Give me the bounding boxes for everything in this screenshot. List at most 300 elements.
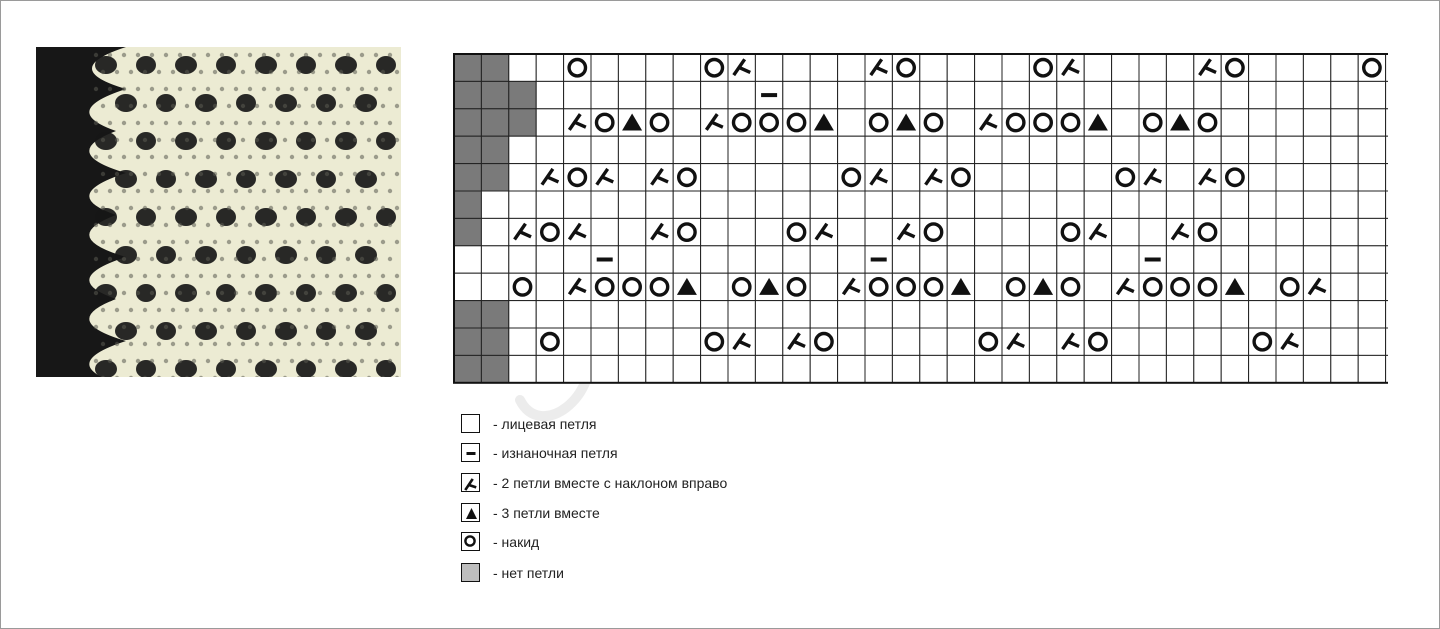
chart-cell-k2tog [1194,54,1221,81]
legend-item-purl [461,443,881,465]
legend-label-purl: - изнаночная петля [493,445,618,461]
chart-cell-no-stitch [454,54,481,81]
chart-cell-knit [509,246,536,273]
chart-cell-knit [810,81,837,108]
chart-cell-k2tog [728,328,755,355]
chart-cell-yarn-over [1029,54,1056,81]
chart-cell-knit [1002,218,1029,245]
chart-cell-k2tog [1112,273,1139,300]
chart-cell-knit [892,301,919,328]
chart-cell-knit [838,301,865,328]
chart-cell-yarn-over [1194,109,1221,136]
chart-cell-knit [1139,301,1166,328]
chart-cell-knit [646,191,673,218]
chart-cell-knit [838,218,865,245]
chart-cell-knit [618,355,645,382]
chart-cell-no-stitch [454,301,481,328]
chart-cell-k2tog [1386,54,1388,81]
chart-cell-knit [920,136,947,163]
chart-cell-knit [810,355,837,382]
chart-cell-purl [755,81,782,108]
chart-cell-knit [975,81,1002,108]
chart-cell-knit [1166,164,1193,191]
chart-cell-knit [920,54,947,81]
chart-cell-knit [783,191,810,218]
chart-cell-knit [1249,54,1276,81]
chart-cell-knit [1002,191,1029,218]
chart-cell-k2tog [1002,328,1029,355]
chart-cell-knit [1112,81,1139,108]
chart-cell-yarn-over [783,109,810,136]
chart-cell-knit [509,328,536,355]
chart-cell-yarn-over [536,328,563,355]
chart-cell-knit [618,218,645,245]
chart-cell-yarn-over [564,164,591,191]
chart-cell-knit [1139,136,1166,163]
chart-cell-knit [1386,301,1388,328]
chart-cell-knit [1084,81,1111,108]
chart-cell-knit [947,246,974,273]
chart-cell-knit [1139,355,1166,382]
chart-cell-yarn-over [892,273,919,300]
chart-cell-knit [1331,81,1358,108]
chart-cell-yarn-over [1057,109,1084,136]
chart-cell-knit [865,81,892,108]
chart-cell-k2tog [810,218,837,245]
chart-cell-knit [1139,328,1166,355]
chart-cell-knit [1358,246,1385,273]
chart-cell-knit [536,81,563,108]
chart-cell-knit [1249,191,1276,218]
chart-cell-yarn-over [947,164,974,191]
chart-cell-knit [1166,54,1193,81]
chart-cell-knit [618,328,645,355]
chart-cell-knit [1057,81,1084,108]
chart-cell-knit [646,246,673,273]
chart-cell-knit [701,218,728,245]
chart-cell-knit [536,136,563,163]
chart-cell-knit [728,164,755,191]
chart-cell-knit [1029,246,1056,273]
chart-cell-knit [810,164,837,191]
chart-cell-knit [783,355,810,382]
chart-cell-no-stitch [481,136,508,163]
chart-cell-knit [1002,81,1029,108]
chart-cell-yarn-over [755,109,782,136]
chart-cell-knit [865,136,892,163]
chart-cell-knit [975,136,1002,163]
chart-cell-k2tog [564,109,591,136]
chart-cell-knit [1221,136,1248,163]
chart-cell-yarn-over [1002,273,1029,300]
chart-cell-knit [591,81,618,108]
chart-cell-knit [1057,191,1084,218]
chart-cell-purl [865,246,892,273]
chart-cell-yarn-over [920,273,947,300]
chart-cell-k2tog [1303,273,1330,300]
chart-cell-knit [673,109,700,136]
chart-cell-knit [810,301,837,328]
chart-cell-knit [1276,81,1303,108]
chart-cell-knit [810,136,837,163]
chart-cell-knit [1386,273,1388,300]
chart-cell-knit [1112,301,1139,328]
chart-cell-knit [1139,54,1166,81]
chart-cell-yarn-over [1249,328,1276,355]
chart-cell-yarn-over [810,328,837,355]
chart-cell-knit [591,328,618,355]
chart-cell-knit [1331,328,1358,355]
chart-cell-knit [1386,164,1388,191]
chart-cell-k3tog [755,273,782,300]
legend-item-knit [461,414,881,436]
chart-cell-knit [564,301,591,328]
chart-cell-k2tog [728,54,755,81]
chart-cell-knit [564,191,591,218]
chart-cell-k2tog [509,218,536,245]
chart-cell-knit [481,191,508,218]
chart-cell-knit [1331,136,1358,163]
chart-cell-yarn-over [1057,218,1084,245]
chart-cell-knit [783,136,810,163]
chart-cell-knit [564,355,591,382]
chart-cell-knit [1029,301,1056,328]
chart-cell-no-stitch [481,328,508,355]
chart-cell-knit [1112,246,1139,273]
chart-cell-knit [947,54,974,81]
chart-cell-knit [1166,81,1193,108]
lace-photo-image [36,47,401,377]
chart-cell-yarn-over [646,273,673,300]
chart-cell-yarn-over [975,328,1002,355]
chart-cell-knit [892,191,919,218]
chart-cell-knit [701,301,728,328]
chart-cell-knit [1386,136,1388,163]
legend-item-k3tog [461,503,881,525]
chart-cell-knit [1249,136,1276,163]
chart-cell-knit [1331,164,1358,191]
chart-cell-knit [673,355,700,382]
chart-cell-knit [975,54,1002,81]
chart-cell-knit [1057,246,1084,273]
chart-cell-knit [536,273,563,300]
chart-cell-knit [1249,109,1276,136]
chart-cell-knit [755,136,782,163]
chart-cell-knit [1057,301,1084,328]
chart-cell-knit [536,109,563,136]
chart-cell-knit [783,164,810,191]
chart-cell-knit [1249,81,1276,108]
chart-cell-knit [920,301,947,328]
chart-cell-k3tog [810,109,837,136]
chart-cell-knit [920,191,947,218]
chart-cell-knit [646,355,673,382]
chart-cell-k3tog [1221,273,1248,300]
chart-cell-knit [728,355,755,382]
chart-cell-knit [1057,355,1084,382]
chart-cell-purl [1139,246,1166,273]
chart-cell-knit [618,136,645,163]
chart-cell-knit [755,218,782,245]
chart-cell-no-stitch [481,81,508,108]
chart-cell-knit [1084,54,1111,81]
chart-cell-knit [975,218,1002,245]
chart-cell-knit [1358,273,1385,300]
chart-cell-yarn-over [1166,273,1193,300]
chart-cell-knit [673,136,700,163]
chart-cell-knit [865,328,892,355]
chart-cell-knit [947,109,974,136]
chart-cell-knit [454,246,481,273]
chart-cell-yarn-over [1194,218,1221,245]
chart-cell-knit [1358,328,1385,355]
chart-cell-knit [1331,191,1358,218]
chart-cell-knit [591,136,618,163]
chart-cell-no-stitch [454,81,481,108]
chart-cell-knit [1249,301,1276,328]
chart-cell-knit [1166,301,1193,328]
chart-cell-knit [1084,273,1111,300]
chart-cell-knit [1002,136,1029,163]
chart-cell-k2tog [564,218,591,245]
legend-label-knit: - лицевая петля [493,416,597,432]
no-stitch-symbol-icon [461,563,480,582]
chart-cell-knit [1276,164,1303,191]
chart-cell-knit [1276,54,1303,81]
chart-cell-yarn-over [564,54,591,81]
chart-cell-knit [1002,355,1029,382]
chart-cell-knit [975,355,1002,382]
chart-cell-k2tog [701,109,728,136]
chart-cell-knit [947,191,974,218]
chart-cell-knit [1084,246,1111,273]
chart-cell-knit [892,246,919,273]
chart-cell-knit [947,81,974,108]
chart-cell-knit [1029,191,1056,218]
chart-cell-yarn-over [838,164,865,191]
chart-cell-knit [1386,218,1388,245]
chart-cell-yarn-over [783,218,810,245]
chart-cell-knit [1029,136,1056,163]
knitting-chart [453,53,1388,384]
chart-cell-knit [1249,164,1276,191]
legend-item-k2tog [461,473,881,495]
chart-cell-knit [1002,301,1029,328]
legend-label-k3tog: - 3 петли вместе [493,505,600,521]
chart-cell-knit [1194,355,1221,382]
chart-cell-k3tog [1166,109,1193,136]
chart-cell-knit [947,218,974,245]
chart-cell-knit [1166,136,1193,163]
chart-cell-knit [1386,81,1388,108]
chart-cell-yarn-over [591,109,618,136]
chart-cell-knit [1358,109,1385,136]
chart-cell-knit [1331,355,1358,382]
chart-cell-yarn-over [1057,273,1084,300]
chart-cell-yarn-over [673,218,700,245]
chart-cell-knit [810,54,837,81]
chart-cell-knit [865,218,892,245]
chart-cell-knit [673,81,700,108]
chart-cell-yarn-over [701,328,728,355]
chart-cell-knit [1166,328,1193,355]
chart-cell-knit [646,81,673,108]
chart-cell-knit [481,273,508,300]
chart-cell-knit [810,273,837,300]
chart-cell-yarn-over [1358,54,1385,81]
chart-cell-yarn-over [1221,54,1248,81]
chart-cell-knit [1112,355,1139,382]
chart-cell-knit [920,246,947,273]
chart-cell-knit [673,54,700,81]
chart-cell-knit [975,164,1002,191]
chart-cell-knit [1194,301,1221,328]
chart-cell-knit [1303,328,1330,355]
chart-cell-knit [920,328,947,355]
chart-cell-knit [810,246,837,273]
chart-cell-yarn-over [920,218,947,245]
chart-cell-knit [1331,273,1358,300]
purl-symbol-icon [461,443,480,462]
chart-cell-knit [1303,246,1330,273]
chart-cell-knit [1276,136,1303,163]
chart-cell-yarn-over [892,54,919,81]
chart-cell-yarn-over [1029,109,1056,136]
chart-cell-knit [1166,246,1193,273]
chart-cell-knit [755,301,782,328]
chart-cell-knit [728,191,755,218]
chart-cell-knit [728,301,755,328]
chart-cell-knit [783,54,810,81]
chart-cell-knit [701,191,728,218]
chart-cell-knit [1002,164,1029,191]
chart-cell-knit [1221,328,1248,355]
chart-cell-knit [1331,246,1358,273]
chart-cell-k2tog [1084,218,1111,245]
chart-cell-knit [838,81,865,108]
chart-cell-yarn-over [1002,109,1029,136]
chart-cell-no-stitch [509,81,536,108]
chart-cell-knit [865,191,892,218]
chart-cell-k2tog [591,164,618,191]
chart-cell-knit [646,301,673,328]
chart-cell-knit [838,109,865,136]
chart-cell-knit [1386,109,1388,136]
chart-cell-knit [564,81,591,108]
chart-cell-knit [673,301,700,328]
chart-cell-knit [536,191,563,218]
chart-cell-knit [1221,191,1248,218]
chart-cell-k2tog [865,54,892,81]
chart-cell-k2tog [892,218,919,245]
chart-cell-knit [1139,191,1166,218]
chart-cell-knit [536,355,563,382]
chart-cell-k2tog [920,164,947,191]
chart-cell-knit [1194,136,1221,163]
chart-cell-knit [838,191,865,218]
chart-cell-knit [1386,355,1388,382]
chart-cell-knit [975,301,1002,328]
k2tog-symbol-icon [461,473,480,492]
chart-cell-no-stitch [454,136,481,163]
chart-cell-k2tog [646,218,673,245]
chart-cell-knit [810,191,837,218]
chart-cell-yarn-over [865,109,892,136]
chart-cell-knit [1331,109,1358,136]
chart-cell-knit [1194,246,1221,273]
chart-cell-knit [536,54,563,81]
chart-cell-yarn-over [865,273,892,300]
chart-cell-knit [1139,81,1166,108]
chart-cell-knit [1112,136,1139,163]
chart-cell-knit [1276,355,1303,382]
chart-cell-knit [1194,81,1221,108]
chart-cell-k3tog [1084,109,1111,136]
chart-cell-knit [1112,109,1139,136]
chart-cell-knit [1358,301,1385,328]
chart-cell-knit [865,301,892,328]
chart-cell-knit [1221,81,1248,108]
chart-cell-k2tog [838,273,865,300]
chart-cell-knit [509,191,536,218]
chart-cell-knit [783,246,810,273]
chart-cell-yarn-over [920,109,947,136]
chart-cell-knit [892,164,919,191]
chart-cell-knit [1057,136,1084,163]
legend-label-k2tog: - 2 петли вместе с наклоном вправо [493,475,728,491]
chart-cell-yarn-over [1276,273,1303,300]
chart-cell-knit [591,355,618,382]
chart-cell-knit [591,191,618,218]
chart-cell-knit [1303,109,1330,136]
chart-cell-knit [481,246,508,273]
chart-cell-no-stitch [481,301,508,328]
chart-cell-knit [591,218,618,245]
chart-cell-no-stitch [454,109,481,136]
knit-symbol-icon [461,414,480,433]
chart-cell-knit [892,81,919,108]
chart-cell-knit [701,273,728,300]
chart-cell-knit [1276,218,1303,245]
chart-cell-k2tog [564,273,591,300]
chart-cell-knit [1029,355,1056,382]
chart-cell-knit [1194,191,1221,218]
chart-cell-knit [1002,54,1029,81]
chart-cell-knit [536,301,563,328]
chart-cell-k2tog [1057,54,1084,81]
chart-cell-k2tog [1139,164,1166,191]
chart-cell-knit [1303,301,1330,328]
chart-cell-k2tog [646,164,673,191]
chart-cell-knit [1303,164,1330,191]
chart-cell-knit [755,328,782,355]
chart-cell-yarn-over [701,54,728,81]
chart-cell-knit [1194,328,1221,355]
chart-cell-knit [838,355,865,382]
chart-cell-k2tog [783,328,810,355]
chart-cell-knit [1386,246,1388,273]
chart-cell-knit [947,355,974,382]
chart-cell-knit [1029,164,1056,191]
chart-cell-knit [892,328,919,355]
chart-cell-yarn-over [646,109,673,136]
chart-cell-knit [1303,191,1330,218]
chart-cell-knit [701,164,728,191]
chart-cell-yarn-over [1139,109,1166,136]
chart-cell-knit [920,81,947,108]
chart-cell-knit [1029,328,1056,355]
chart-cell-knit [975,246,1002,273]
